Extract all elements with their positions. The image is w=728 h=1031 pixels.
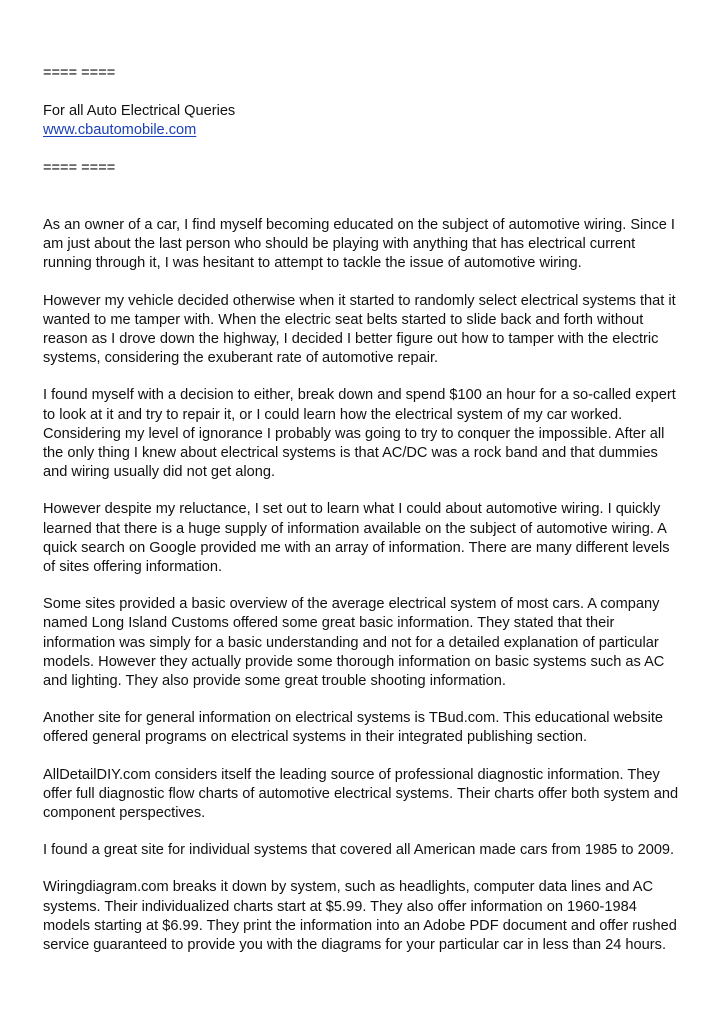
paragraph [43, 878, 693, 955]
document-page [43, 64, 693, 973]
paragraph-line: However my vehicle decided otherwise when it started to randomly select electrical systems that it [43, 292, 676, 309]
paragraph-line: and wiring usually did not get along. [43, 464, 276, 481]
paragraph-line: service guaranteed to provide you with the diagrams for your particular car in less than 24 hours. [43, 937, 666, 954]
paragraph-line: I found myself with a decision to either, break down and spend $100 an hour for a so-called expert [43, 387, 676, 404]
paragraph [43, 841, 693, 860]
paragraph-line: reason as I drove down the highway, I decided I better figure out how to tamper with the electric [43, 331, 659, 348]
paragraph [43, 766, 693, 824]
paragraph-line: Some sites provided a basic overview of the average electrical system of most cars. A company [43, 596, 660, 613]
separator-bottom: ==== ==== [43, 160, 116, 176]
paragraph-line: the only thing I knew about electrical systems is that AC/DC was a rock band and that dummies [43, 445, 658, 462]
paragraph-line: am just about the last person who should be playing with anything that has electrical current [43, 236, 636, 253]
paragraph-line: models. However they actually provide some thorough information on basic systems such as AC [43, 653, 665, 670]
website-link[interactable]: www.cbautomobile.com [43, 122, 197, 138]
paragraph [43, 386, 693, 482]
paragraph-line: of sites offering information. [43, 559, 223, 576]
paragraph-line: systems. Their individualized charts start at $5.99. They also offer information on 1960-1984 [43, 898, 637, 915]
paragraph-line: AllDetailDIY.com considers itself the leading source of professional diagnostic information. They [43, 766, 660, 783]
paragraph [43, 709, 693, 747]
paragraph-line: systems, considering the exuberant rate of automotive repair. [43, 350, 439, 367]
paragraph-line: I found a great site for individual systems that covered all American made cars from 1985 to 2009. [43, 842, 675, 859]
paragraph-line: named Long Island Customs offered some great basic information. They stated that their [43, 615, 615, 632]
article-body [43, 216, 693, 955]
paragraph-line: As an owner of a car, I find myself becoming educated on the subject of automotive wiring. Since I [43, 217, 675, 233]
paragraph-line: information was simply for a basic understanding and not for a detailed explanation of particular [43, 634, 659, 651]
paragraph-line: wanted to me tamper with. When the electric seat belts started to slide back and forth without [43, 311, 644, 328]
paragraph-line: quick search on Google provided me with an array of information. There are many different levels [43, 539, 670, 556]
paragraph-line: models starting at $6.99. They print the information into an Adobe PDF document and offer rushed [43, 917, 677, 934]
paragraph [43, 292, 693, 369]
queries-label: For all Auto Electrical Queries [43, 103, 236, 119]
paragraph [43, 595, 693, 691]
paragraph-line: offered general programs on electrical systems in their integrated publishing section. [43, 729, 588, 746]
paragraph-line: component perspectives. [43, 805, 206, 822]
paragraph-line: learned that there is a huge supply of information available on the subject of automotive wiring. A [43, 520, 667, 537]
paragraph-line: However despite my reluctance, I set out to learn what I could about automotive wiring. I quickly [43, 501, 661, 518]
separator-top: ==== ==== [43, 65, 116, 81]
paragraph-line: Considering my level of ignorance I probably was going to try to conquer the impossible. After all [43, 425, 665, 442]
paragraph-line: running through it, I was hesitant to attempt to tackle the issue of automotive wiring. [43, 255, 582, 272]
paragraph-line: Another site for general information on electrical systems is TBud.com. This educational website [43, 710, 663, 727]
paragraph-line: offer full diagnostic flow charts of automotive electrical systems. Their charts offer both system and [43, 785, 679, 802]
paragraph [43, 500, 693, 577]
paragraph-line: Wiringdiagram.com breaks it down by system, such as headlights, computer data lines and AC [43, 879, 653, 896]
paragraph [43, 216, 693, 274]
paragraph-line: and lighting. They also provide some great trouble shooting information. [43, 673, 506, 690]
paragraph-line: to look at it and try to repair it, or I could learn how the electrical system of my car worked. [43, 406, 623, 423]
